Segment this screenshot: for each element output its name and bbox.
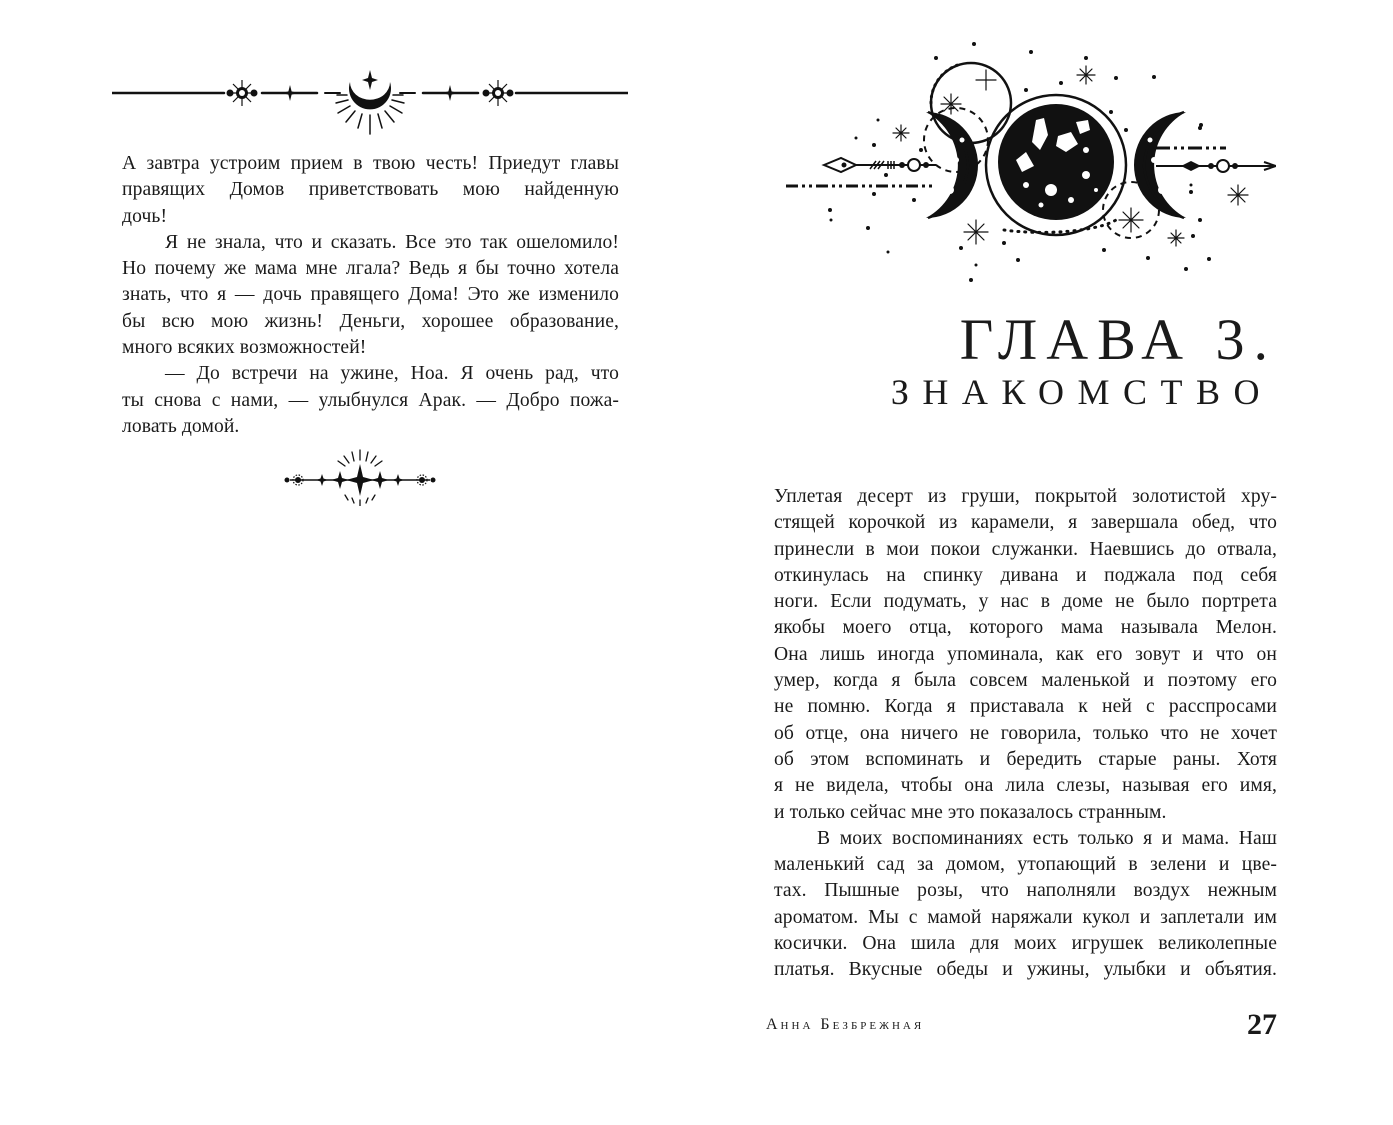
paragraph (122, 151, 619, 230)
paragraph (122, 361, 619, 440)
text-line: якобы моего отца, которого мама называла Мелон. (774, 617, 1277, 639)
text-line: бы всю мою жизнь! Деньги, хорошее образование, (122, 310, 619, 332)
paragraph (122, 230, 619, 361)
paragraph (774, 484, 1277, 826)
text-line: откинулась на спинку дивана и поджала под себя (774, 564, 1277, 586)
text-line: тах. Пышные розы, что наполняли воздух нежным (774, 880, 1277, 902)
text-line: я не видела, чтобы она лила слезы, называя его имя, (774, 775, 1277, 797)
text-line: маленький сад за домом, утопающий в зелени и цве- (774, 854, 1277, 876)
text-line: умер, когда я была совсем маленькой и поэтому его (774, 670, 1277, 692)
text-line: ноги. Если подумать, у нас в доме не было портрета (774, 591, 1277, 613)
text-line: Уплетая десерт из груши, покрытой золотистой хру- (774, 486, 1277, 507)
running-footer-author: Анна Безбрежная (766, 1016, 925, 1033)
triple-moon-icon (786, 40, 1276, 290)
text-line: ловать домой. (122, 415, 240, 437)
chapter-title: ГЛАВА 3. (959, 307, 1277, 372)
text-line: Я не знала, что и сказать. Все это так ошеломило! (165, 231, 619, 253)
crescent-moon-divider-icon (112, 60, 628, 140)
left-page (0, 0, 696, 1125)
left-page-text (122, 151, 619, 440)
text-line: знать, что я — дочь правящего Дома! Это же изменило (122, 284, 619, 306)
text-line: правящих Домов приветствовать мою найденную (122, 179, 619, 201)
right-page-text (774, 484, 1277, 984)
text-line: В моих воспоминаниях есть только я и мама. Наш (817, 827, 1277, 849)
text-line: косички. Она шила для моих игрушек великолепные (774, 933, 1277, 955)
text-line: и только сейчас мне это показалось странным. (774, 801, 1167, 823)
text-line: принесли в мои покои служанки. Наевшись до отвала, (774, 538, 1277, 560)
text-line: дочь! (122, 205, 168, 227)
text-line: об этом вспоминать и бередить старые раны. Хотя (774, 748, 1277, 770)
paragraph (774, 826, 1277, 984)
chapter-subtitle: ЗНАКОМСТВО (890, 372, 1273, 412)
right-page (696, 0, 1393, 1125)
text-line: — До встречи на ужине, Ноа. Я очень рад, что (165, 363, 619, 385)
text-line: об отце, она ничего не говорила, только что не хочет (774, 722, 1277, 744)
text-line: ты снова с нами, — улыбнулся Арак. — Добро пожа- (122, 389, 619, 411)
star-burst-divider-icon (280, 446, 440, 506)
page-number: 27 (1247, 1008, 1277, 1041)
text-line: А завтра устроим прием в твою честь! Приедут главы (122, 153, 619, 174)
text-line: Но почему же мама мне лгала? Ведь я бы точно хотела (122, 258, 619, 280)
text-line: не помню. Когда я приставала к ней с расспросами (774, 696, 1277, 718)
text-line: много всяких возможностей! (122, 337, 367, 359)
text-line: платья. Вкусные обеды и ужины, улыбки и объятия. (774, 959, 1277, 981)
text-line: Она лишь иногда упоминала, как его зовут и что он (774, 643, 1277, 665)
text-line: стящей корочкой из карамели, я завершала обед, что (774, 512, 1277, 534)
text-line: ароматом. Мы с мамой наряжали кукол и заплетали им (774, 906, 1277, 928)
